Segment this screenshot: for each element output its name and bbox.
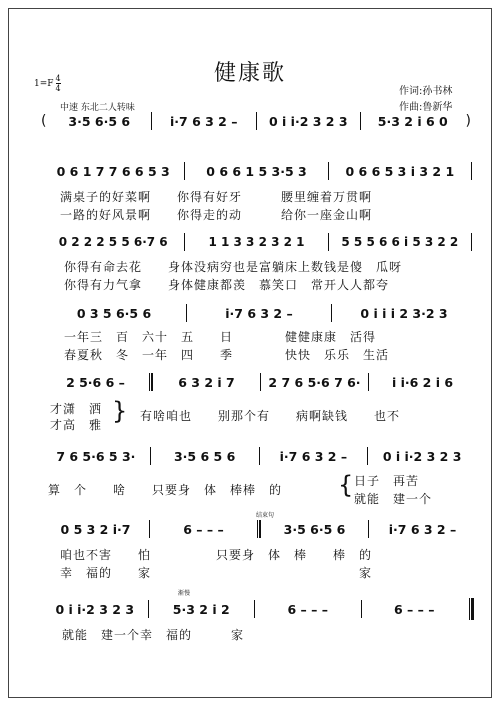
intro-open-paren: (	[41, 113, 47, 129]
key-prefix: 1=F	[34, 78, 54, 89]
lyric-line: 就能 建一个	[354, 492, 433, 506]
composer-credit: 作曲:鲁新华	[399, 102, 453, 113]
lyricist-credit: 作词:孙书林	[399, 86, 453, 97]
lyric-line: 咱也不害 怕 只要身 体 棒 棒 的	[60, 548, 373, 562]
measure: 0 6 1 7 7 6 6 5 3	[56, 163, 170, 179]
lyric-line: 你得有力气拿 身体健康都羡 慕笑口 常开人人都夸	[64, 278, 390, 292]
end-phrase-mark: 结束句	[256, 512, 275, 519]
measure: 0 3 5 6·5 6	[76, 305, 152, 321]
lyric-line: 才高 雅	[50, 418, 103, 432]
score-row-intro	[38, 112, 474, 130]
time-numerator: 4	[55, 74, 61, 83]
measure: 0 6 6 1 5 3·5 3	[206, 163, 307, 179]
measure: 5·3 2 i 6 0	[377, 113, 448, 129]
time-signature	[56, 74, 61, 93]
measure: 3·5 6·5 6	[283, 521, 346, 537]
measure: i·7 6 3 2 –	[225, 305, 293, 321]
time-denominator: 4	[55, 84, 61, 93]
slow-mark: 渐慢	[178, 590, 191, 597]
lyric-line: 就能 建一个幸 福的 家	[62, 628, 245, 642]
lyric-line: 满桌子的好菜啊 你得有好牙 腰里缠着万贯啊	[60, 190, 373, 204]
measure: 6 3 2 i 7	[178, 374, 235, 390]
measure: 0 i i·2 3 2 3	[268, 113, 348, 129]
tempo-marking: 中速 东北二人转味	[60, 103, 135, 113]
final-barline	[469, 598, 474, 620]
lyric-line: 算 个 啥 只要身 体 棒棒 的	[48, 483, 283, 497]
measure: 0 5 3 2 i·7	[60, 521, 131, 537]
score-row	[44, 304, 474, 322]
measure: 6 – – –	[287, 601, 328, 617]
measure: i i·6 2 i 6	[391, 374, 454, 390]
score-row	[44, 520, 474, 538]
intro-close-paren: )	[465, 113, 471, 129]
measure: 3·5 6·5 6	[68, 113, 131, 129]
measure: 6 – – –	[393, 601, 435, 617]
lyric-brace: {	[338, 471, 354, 499]
score-row	[44, 373, 474, 391]
score-row	[44, 598, 474, 620]
measure: 0 6 6 5 3 i 3 2 1	[345, 163, 455, 179]
measure: 7 6 5·6 5 3·	[56, 448, 136, 464]
lyric-line: 幸 福的 家 家	[60, 566, 373, 580]
measure: i·7 6 3 2 –	[279, 448, 348, 464]
score-row	[44, 162, 474, 180]
measure: 0 i i·2 3 2 3	[55, 601, 135, 617]
measure: 5 5 5 6 6 i 5 3 2 2	[341, 235, 459, 249]
lyric-line: 一路的好风景啊 你得走的动 给你一座金山啊	[60, 208, 373, 222]
lyric-line: 一年三 百 六十 五 日 健健康康 活得	[64, 330, 377, 344]
measure: 2 7 6 5·6 7 6·	[268, 374, 361, 390]
measure: 1 1 3 3 2 3 2 1	[208, 235, 305, 249]
measure: 3·5 6 5 6	[173, 448, 236, 464]
measure: 0 i i i 2 3·2 3	[360, 305, 448, 321]
lyric-line: 有啥咱也 别那个有 病啊缺钱 也不	[140, 409, 401, 423]
lyric-line: 日子 再苦	[354, 474, 420, 488]
score-row	[44, 233, 474, 251]
lyric-line: 才潇 洒	[50, 402, 103, 416]
measure: i·7 6 3 2 –	[388, 521, 457, 537]
measure: 6 – – –	[183, 521, 224, 537]
measure: i·7 6 3 2 –	[170, 113, 238, 129]
measure: 2 5·6 6 –	[66, 374, 125, 390]
key-signature	[34, 74, 61, 93]
lyric-line: 春夏秋 冬 一年 四 季 快快 乐乐 生活	[64, 348, 390, 362]
score-row	[44, 447, 474, 465]
measure: 0 i i·2 3 2 3	[382, 448, 462, 464]
lyric-line: 你得有命去花 身体没病穷也是富躺床上数钱是傻 瓜呀	[64, 260, 403, 274]
lyric-brace: }	[112, 397, 128, 425]
measure: 5·3 2 i 2	[172, 601, 230, 617]
measure: 0 2 2 2 5 5 6·7 6	[58, 235, 168, 249]
song-title: 健康歌	[213, 61, 286, 86]
